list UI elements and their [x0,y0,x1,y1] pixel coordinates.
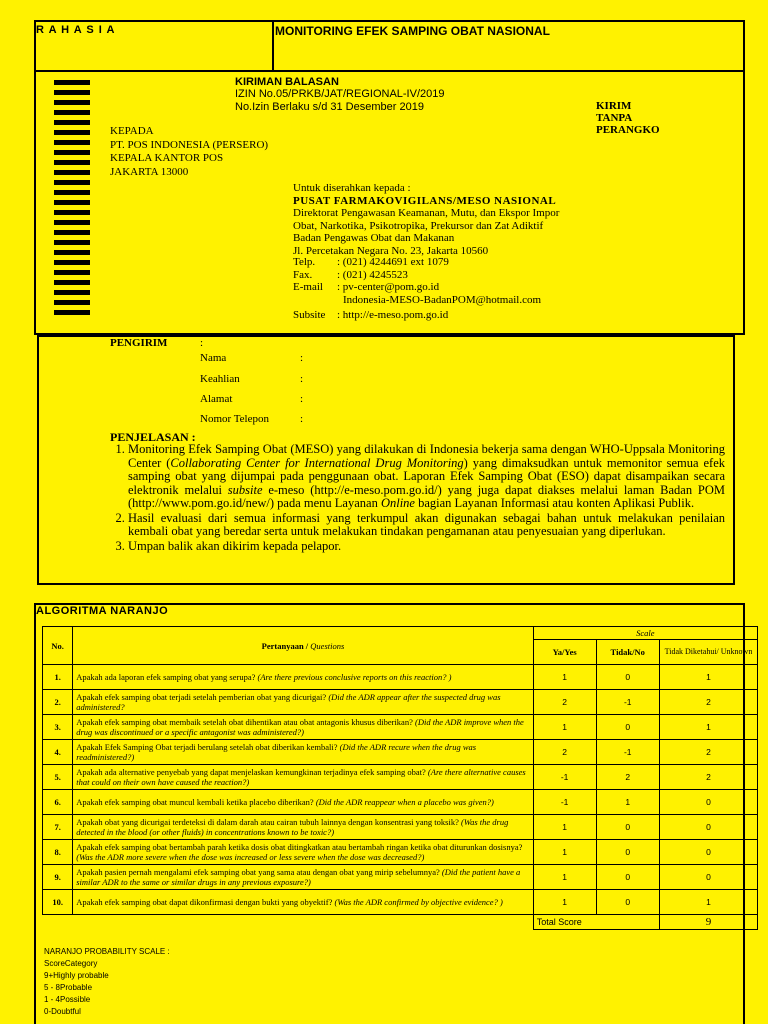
sender-field-expertise[interactable] [200,373,500,385]
scale-line: ScoreCategory [44,959,98,968]
scale-line: 5 - 8Probable [44,983,93,992]
explanation-item: 1. Monitoring Efek Samping Obat (MESO) yang dilakukan di Indonesia bekerja sama dengan WHO-Uppsala Monitoring Center (Collaborating Center for International Drug Monitoring) yang dimaksudkan untuk memonitor semua efek samping obat yang dijumpai pada penggunaan obat. Laporan Efek Samping Obat (ESO) dapat disampaikan secara elektronik melalui subsite e-meso (http://e-meso.pom.go.id/) yang juga dapat diakses melalui laman Badan POM (http://www.pom.go.id/new/) pada menu Layanan Online bagian Layanan Informasi atau konten Aplikasi Publik. [128,443,725,511]
total-score-row [43,915,758,930]
to-line: PT. POS INDONESIA (PERSERO) [110,138,269,151]
total-score-value: 9 [659,915,757,930]
col-header-scale: Scale [533,627,757,640]
col-header-yes: Ya/Yes [533,640,596,665]
explanation-item: 3. Umpan balik akan dikirim kepada pelapor. [128,540,725,554]
sender-field-label: Nama [200,352,227,364]
fax-value: : (021) 4245523 [337,268,408,281]
address-line: Badan Pengawas Obat dan Makanan [293,232,455,244]
sender-field-phone[interactable] [200,413,500,425]
stamp-line: KIRIM [596,100,632,112]
table-row: 9. Apakah pasien pernah mengalami efek samping obat yang sama atau dengan obat yang mirip sebelumnya? (Did the patient have a similar ADR to the same or similar drugs in any previous exposure?) 1 0 0 [43,865,758,890]
table-row: 7. Apakah obat yang dicurigai terdeteksi di dalam darah atau cairan tubuh lainnya dengan konsentrasi yang toksik? (Was the drug detected in the blood (or other fluids) in concentrations known to be toxic?) 1 0 0 [43,815,758,840]
to-line: JAKARTA 13000 [110,165,189,178]
secret-label: R A H A S I A [36,24,116,36]
postage-stamp-note [596,100,660,136]
scale-line: 0-Doubtful [44,1007,81,1016]
sender-title: PENGIRIM [110,337,168,349]
permit-validity: No.Izin Berlaku s/d 31 Desember 2019 [235,101,424,113]
telp-label: Telp. [293,256,316,268]
email-value: : pv-center@pom.go.id [337,281,440,293]
table-row: 2. Apakah efek samping obat terjadi setelah pemberian obat yang dicurigai? (Did the ADR appear after the suspected drug was administered? 2 -1 2 [43,690,758,715]
field-colon: : [300,352,304,364]
total-score-label: Total Score [533,915,659,930]
email-value-2: Indonesia-MESO-BadanPOM@hotmail.com [343,293,542,306]
subsite-label: Subsite [293,309,326,321]
to-line: KEPALA KANTOR POS [110,152,224,164]
table-row: 3. Apakah efek samping obat membaik setelah obat dihentikan atau obat antagonis khusus diberikan? (Did the ADR improve when the drug was discontinued or a specific antagonist was administered?) 1 0 1 [43,715,758,740]
table-row: 8. Apakah efek samping obat bertambah parah ketika dosis obat ditingkatkan atau bertambah ringan ketika obat diturunkan dosisnya? (Was the ADR more severe when the dose was increased or less severe when the dose was decreased?) 1 0 0 [43,840,758,865]
fax-label: Fax. [293,268,313,281]
naranjo-table [42,626,758,930]
sender-title-colon: : [200,337,204,349]
barcode-bars [54,80,90,320]
explanation-item: 2. Hasil evaluasi dari semua informasi yang terkumpul akan digunakan sebagai bahan untuk melakukan penilaian kembali obat yang beredar serta untuk melakukan tindakan pengamanan atau penyesuaian yang diperlukan. [128,512,725,539]
address-line: Direktorat Pengawasan Keamanan, Mutu, dan Ekspor Impor [293,207,560,219]
email-label: E-mail [293,281,323,293]
sender-field-name[interactable] [200,352,500,364]
form-title: MONITORING EFEK SAMPING OBAT NASIONAL [275,24,550,38]
probability-scale [44,946,170,1018]
table-row: 6. Apakah efek samping obat muncul kembali ketika placebo diberikan? (Did the ADR reappear when a placebo was given?) -1 1 0 [43,790,758,815]
col-header-unknown: Tidak Diketahui/ Unknown [659,640,757,665]
scale-title: NARANJO PROBABILITY SCALE : [44,947,170,956]
destination-block [293,182,559,257]
reply-title: KIRIMAN BALASAN [235,76,339,88]
scale-line: 9+Highly probable [44,971,109,980]
explanation-title: PENJELASAN : [110,430,196,444]
explanation-list [108,443,725,554]
permit-number: IZIN No.05/PRKB/JAT/REGIONAL-IV/2019 [235,88,445,100]
contact-block [293,256,541,322]
center-name: PUSAT FARMAKOVIGILANS/MESO NASIONAL [293,194,557,207]
stamp-line: PERANGKO [596,124,660,136]
field-colon: : [300,393,304,405]
col-header-question: Pertanyaan / Questions [73,627,533,665]
sender-field-label: Keahlian [200,373,240,385]
sender-field-label: Nomor Telepon [200,413,269,425]
field-colon: : [300,413,304,425]
to-label: KEPADA [110,125,154,137]
col-header-no-answer: Tidak/No [596,640,659,665]
field-colon: : [300,373,304,385]
naranjo-title: ALGORITMA NARANJO [36,605,169,617]
table-row: 5. Apakah ada alternative penyebab yang dapat menjelaskan kemungkinan terjadinya efek samping obat? (Are there alternative causes that could on their own have caused the reaction?) -1 2 2 [43,765,758,790]
address-line: Jl. Percetakan Negara No. 23, Jakarta 10560 [293,244,489,257]
sender-field-label: Alamat [200,393,233,405]
table-row: 1. Apakah ada laporan efek samping obat yang serupa? (Are there previous conclusive reports on this reaction? ) 1 0 1 [43,665,758,690]
telp-value: : (021) 4244691 ext 1079 [337,256,449,268]
subsite-value: : http://e-meso.pom.go.id [337,309,449,321]
table-row: 10. Apakah efek samping obat dapat dikonfirmasi dengan bukti yang obyektif? (Was the ADR confirmed by objective evidence? ) 1 0 1 [43,890,758,915]
address-line: Obat, Narkotika, Psikotropika, Prekursor dan Zat Adiktif [293,219,544,232]
recipient-block [110,125,268,179]
sender-field-address[interactable] [200,393,500,405]
scale-line: 1 - 4Possible [44,995,91,1004]
handover-label: Untuk diserahkan kepada : [293,182,411,194]
col-header-no: No. [43,627,73,665]
stamp-line: TANPA [596,112,633,124]
table-row: 4. Apakah Efek Samping Obat terjadi berulang setelah obat diberikan kembali? (Did the ADR recure when the drug was readministered?) 2 -1 2 [43,740,758,765]
